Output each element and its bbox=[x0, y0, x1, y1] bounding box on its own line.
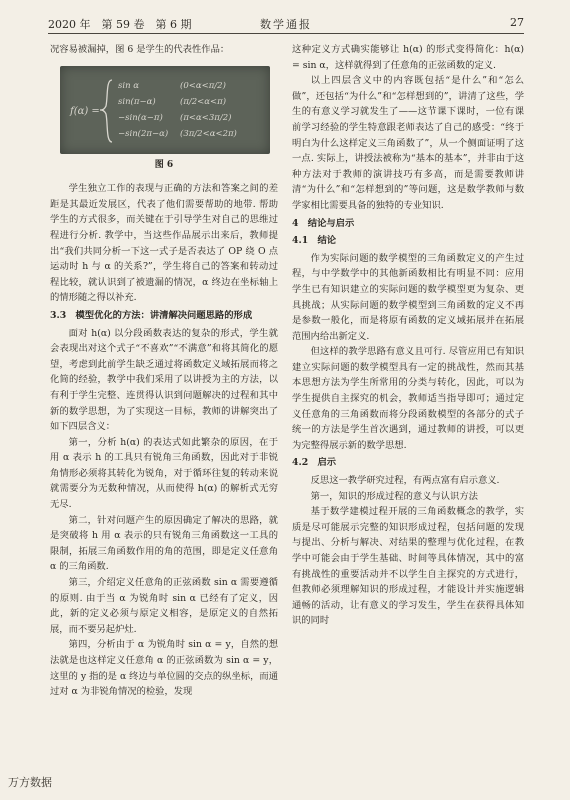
case-expr: sin(π−α) bbox=[118, 96, 156, 107]
page-header bbox=[48, 14, 524, 34]
case-cond: (π<α<3π/2) bbox=[180, 112, 232, 123]
paragraph: 以上四层含义中的内容既包括“是什么”和“怎么做”，还包括“为什么”和“怎样想到的”，讲清了这些，学生的有意义学习就发生了——这节课下课时，一位有课前学习经验的学生特意跟老师表达了自己的感受：“终于明白为什么这样定义三角函数了”，从一个侧面证明了这一点. 实际上，讲授法被称为“基本的基本”，并非由于这种方法对于教师的演讲技巧有多高，而是需要教师讲清“为什么”和“怎样想到的”等问题，这是数学教师与数学家相比需要具备的独特的专业知识. bbox=[292, 75, 524, 211]
issue-info: 2020 年 第 59 卷 第 6 期 bbox=[48, 18, 192, 31]
paragraph: 作为实际问题的数学模型的三角函数定义的产生过程，与中学数学中的其他新函数相比有明显不同：应用学生已有知识建立的实际问题的数学模型更为复杂、更具挑战；从实际问题的数学模型到三角函数的定义不再是参数一般化，而是将原有函数的定义域拓展并在拓展范围内给出新定义. bbox=[292, 252, 524, 342]
paragraph: 基于数学建模过程开展的三角函数概念的教学，实质是尽可能展示完整的知识形成过程，包括问题的发现与提出、分析与解决、对结果的整理与优化过程，在教学中可能会由于学生基础、时间等具体情况，其中的富有挑战性的重要活动并不以学生自主探究的方式进行，但教师必须理解知识的形成过程，才能设计并实施逻辑通畅的活动，让有意义的学习发生，学生在获得具体知识的同时 bbox=[292, 506, 524, 627]
paragraph: 这种定义方式确实能够让 h(α) 的形式变得简化：h(α) = sin α，这样就得到了任意角的正弦函数的定义. bbox=[292, 44, 524, 71]
paragraph: 面对 h(α) 以分段函数表达的复杂的形式，学生就会表现出对这个式子“不喜欢”“不满意”和将其简化的愿望，考虑到此前学生缺乏通过将函数定义域拓展而将之化简的经验，教学中我们采用了以讲授为主的方法，以有利于学生完整、连贯得认识到问题解决的过程和其中新的数学思想，为了实现这一目标，教师的讲解突出了如下四层含义： bbox=[50, 327, 278, 433]
section-heading-4-1: 4.1 结论 bbox=[292, 235, 337, 247]
section-heading-3-3: 3.3 模型优化的方法：讲清解决问题思路的形成 bbox=[50, 309, 253, 321]
paragraph: 第一，分析 h(α) 的表达式如此繁杂的原因，在于用 α 表示 h 的工具只有锐角三角函数，因此对于非锐角情形必须将其转化为锐角，对于循环往复的转动来说就需要分为无数种情况，从而使得 h(α) 的解析式无穷无尽. bbox=[50, 436, 278, 511]
right-column bbox=[292, 42, 524, 629]
handwritten-solution bbox=[60, 66, 270, 154]
case-expr: −sin(2π−α) bbox=[118, 128, 169, 139]
figure-6-photo bbox=[60, 66, 270, 154]
left-column bbox=[50, 42, 278, 700]
paragraph: 第四，分析由于 α 为锐角时 sin α = y，自然的想法就是也这样定义任意角 α 的正弦函数为 sin α = y，这里的 y 指的是 α 终边与单位圆的交点的纵坐标，而通过对 α 为非锐角情况的检验，发现 bbox=[50, 639, 278, 698]
paragraph: 第一，知识的形成过程的意义与认识方法 bbox=[310, 490, 478, 502]
case-cond: (3π/2<α<2π) bbox=[180, 128, 237, 139]
section-heading-4-2: 4.2 启示 bbox=[292, 457, 337, 469]
paragraph: 但这样的教学思路有意义且可行. 尽管应用已有知识建立实际问题的数学模型具有一定的挑战性，然而其基本思想方法为学生所常用的分类与转化，因此，可以为学生提供自主探究的机会，教师适当指导即可；通过定义任意角的三角函数而将分段函数模型的各部分的式子统一的方法是学生首次遇到，通过教师的讲授，可以更为完整得展示新的数学思想. bbox=[292, 346, 524, 451]
handwriting-fx: f(α) = bbox=[70, 105, 100, 117]
case-cond: (0<α<π/2) bbox=[180, 80, 226, 91]
paragraph: 学生独立工作的表现与正确的方法和答案之间的差距是其最近发展区，代表了他们需要帮助的地带. 帮助学生的方式很多，而关键在于引导学生对自己的思维过程进行分析. 教学中，当这些作品展示出来后，教师提出“我们共同分析一下这一式子是否表达了 OP 绕 O 点运动时 h 与 α 的关系?”，学生将自己的答案和转动过程比较，就认识到了被遗漏的情况，α 终边在坐标轴上的情形随之得以补充. bbox=[50, 183, 278, 304]
figure-caption: 图 6 bbox=[154, 159, 174, 170]
paragraph: 反思这一教学研究过程，有两点富有启示意义. bbox=[310, 475, 500, 487]
paragraph: 第二，针对问题产生的原因确定了解决的思路，就是突破将 h 用 α 表示的只有锐角三角函数这一工具的限制，拓展三角函数作用的角的范围，即是定义任意角 α 的三角函数. bbox=[50, 514, 278, 573]
case-expr: −sin(α−π) bbox=[118, 112, 163, 123]
case-expr: sin α bbox=[118, 80, 139, 91]
page-number: 27 bbox=[510, 16, 524, 29]
header-rule bbox=[48, 33, 524, 34]
wanfang-watermark: 万方数据 bbox=[8, 776, 52, 789]
journal-title: 数学通报 bbox=[260, 18, 312, 31]
paragraph: 况容易被漏掉，图 6 是学生的代表性作品： bbox=[50, 44, 230, 55]
section-heading-4: 4 结论与启示 bbox=[292, 217, 355, 229]
case-cond: (π/2<α<π) bbox=[180, 96, 227, 107]
brace-icon bbox=[100, 80, 112, 142]
paragraph: 第三，介绍定义任意角的正弦函数 sin α 需要遵循的原则. 由于当 α 为锐角时 sin α 已经有了定义，因此，新的定义必须与原定义相容，是原定义的自然拓展，而不要另起炉灶. bbox=[50, 577, 278, 635]
